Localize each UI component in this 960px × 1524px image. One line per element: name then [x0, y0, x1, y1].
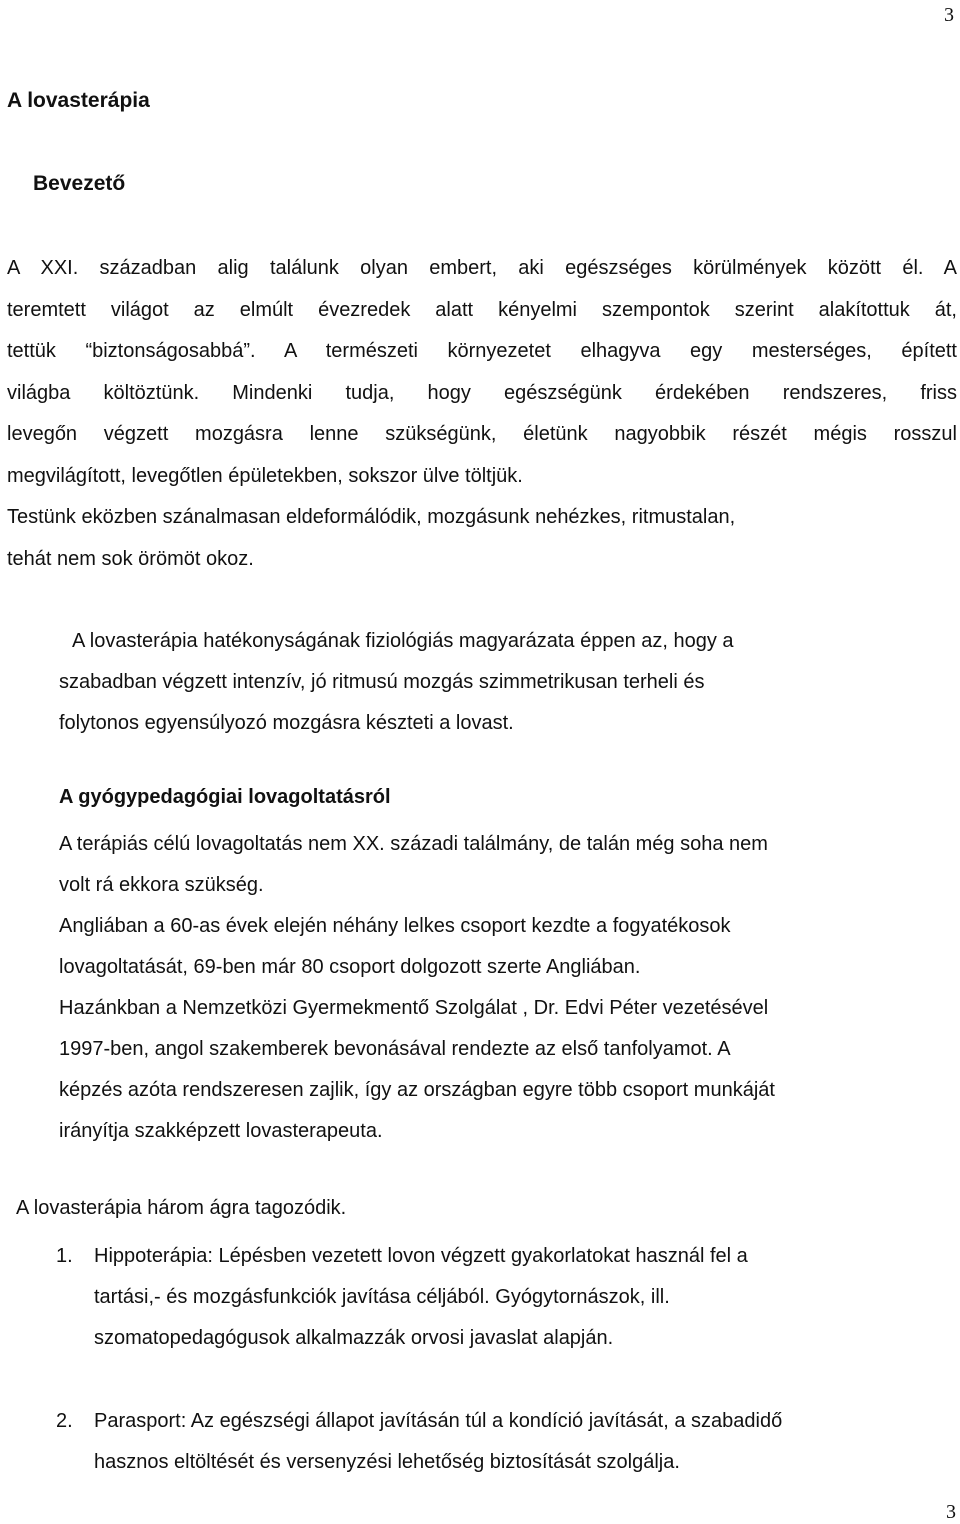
list-item-line: tartási,- és mozgásfunkciók javítása céljából. Gyógytornászok, ill. [94, 1286, 670, 1308]
intro-line: teremtett világot az elmúlt évezredek alatt kényelmi szempontok szerint alakítottuk át, [7, 298, 957, 321]
physiology-line: szabadban végzett intenzív, jó ritmusú mozgás szimmetrikusan terheli és [59, 671, 705, 693]
therapy-line: 1997-ben, angol szakemberek bevonásával rendezte az első tanfolyamot. A [59, 1038, 731, 1060]
document-title: A lovasterápia [7, 89, 150, 112]
intro-line: Testünk eközben szánalmasan eldeformálódik, mozgásunk nehézkes, ritmustalan, [7, 506, 736, 528]
list-item [56, 1236, 936, 1359]
intro-line: világba költöztünk. Mindenki tudja, hogy egészségünk érdekében rendszeres, friss [7, 381, 957, 404]
page-number-bottom: 3 [946, 1501, 956, 1523]
branches-intro: A lovasterápia három ágra tagozódik. [16, 1197, 347, 1219]
therapy-paragraph [59, 824, 939, 1152]
intro-line: megvilágított, levegőtlen épületekben, sokszor ülve töltjük. [7, 464, 523, 487]
physiology-line: A lovasterápia hatékonyságának fiziológiás magyarázata éppen az, hogy a [72, 630, 734, 652]
intro-paragraph [7, 248, 957, 580]
therapy-line: A terápiás célú lovagoltatás nem XX. századi találmány, de talán még soha nem [59, 833, 768, 855]
list-item-line: Hippoterápia: Lépésben vezetett lovon végzett gyakorlatokat használ fel a [94, 1245, 748, 1267]
list-item-line: szomatopedagógusok alkalmazzák orvosi javaslat alapján. [94, 1327, 614, 1349]
therapy-line: képzés azóta rendszeresen zajlik, így az országban egyre több csoport munkáját [59, 1079, 775, 1101]
list-item [56, 1401, 936, 1483]
branches-list [56, 1236, 936, 1483]
intro-line: tettük “biztonságosabbá”. A természeti környezetet elhagyva egy mesterséges, épített [7, 340, 957, 362]
section-heading: A gyógypedagógiai lovagoltatásról [59, 786, 391, 808]
list-item-number: 1. [56, 1245, 73, 1267]
list-item-number: 2. [56, 1410, 73, 1432]
intro-heading: Bevezető [33, 172, 126, 195]
page-number-top: 3 [944, 4, 954, 26]
intro-line: tehát nem sok örömöt okoz. [7, 547, 254, 570]
physiology-paragraph [59, 621, 879, 744]
therapy-line: volt rá ekkora szükség. [59, 874, 264, 896]
list-item-line: hasznos eltöltését és versenyzési lehetőség biztosítását szolgálja. [94, 1451, 680, 1473]
intro-line: levegőn végzett mozgásra lenne szükségünk, életünk nagyobbik részét mégis rosszul [7, 423, 957, 445]
physiology-line: folytonos egyensúlyozó mozgásra készteti a lovast. [59, 712, 514, 734]
therapy-line: Hazánkban a Nemzetközi Gyermekmentő Szolgálat , Dr. Edvi Péter vezetésével [59, 997, 769, 1019]
therapy-line: lovagoltatását, 69-ben már 80 csoport dolgozott szerte Angliában. [59, 956, 641, 978]
therapy-line: Angliában a 60-as évek elején néhány lelkes csoport kezdte a fogyatékosok [59, 915, 731, 937]
intro-line: A XXI. században alig találunk olyan embert, aki egészséges körülmények között él. A [7, 257, 957, 279]
therapy-line: irányítja szakképzett lovasterapeuta. [59, 1120, 383, 1142]
list-item-line: Parasport: Az egészségi állapot javításán túl a kondíció javítását, a szabadidő [94, 1410, 783, 1432]
